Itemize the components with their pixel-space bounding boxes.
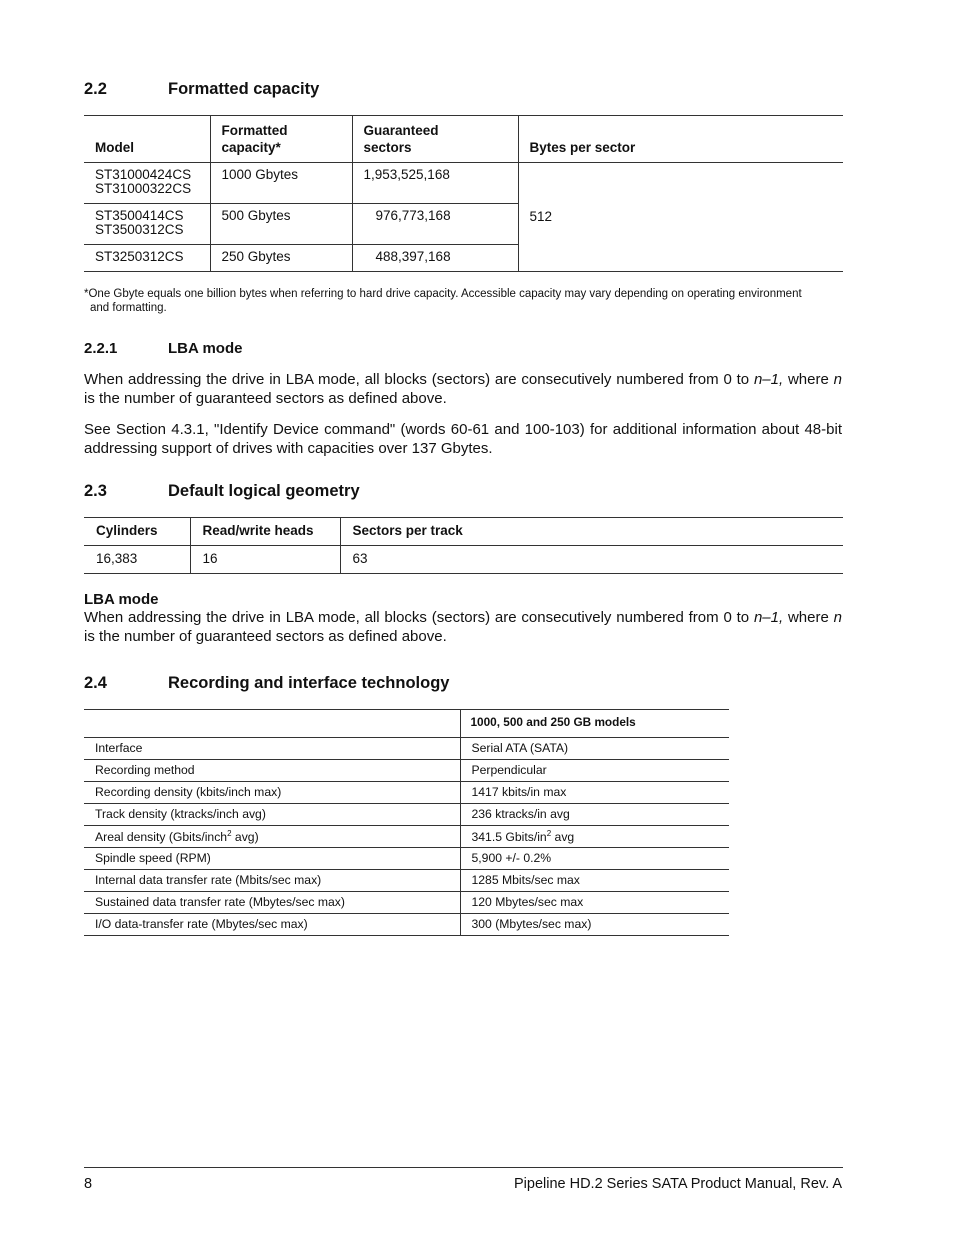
parameter-value: 236 ktracks/in avg: [460, 804, 729, 826]
table-row: [84, 804, 729, 826]
header-parameter: [84, 710, 460, 738]
parameter-value: Perpendicular: [460, 760, 729, 782]
section-number: 2.4: [84, 674, 107, 692]
header-guaranteed-sectors: Guaranteed sectors: [352, 116, 518, 163]
parameter-value: 120 Mbytes/sec max: [460, 892, 729, 914]
formatted-capacity-table: [84, 115, 843, 272]
table-row: [84, 782, 729, 804]
parameter-value: 341.5 Gbits/$in^2$ avg: [460, 826, 729, 848]
parameter-label: Internal data transfer rate (Mbits/sec max): [84, 870, 460, 892]
cylinders-cell: 16,383: [84, 546, 190, 574]
heads-cell: 16: [190, 546, 340, 574]
identify-device-paragraph: See Section 4.3.1, "Identify Device command" (words 60-61 and 100-103) for additional information about 48-bit addressing support of drives with capacities over 137 Gbytes.: [84, 421, 842, 457]
parameter-label: Spindle speed (RPM): [84, 848, 460, 870]
recording-technology-table: [84, 709, 729, 936]
parameter-value: 1285 Mbits/sec max: [460, 870, 729, 892]
footer-divider: [84, 1167, 843, 1168]
capacity-footnote: *One Gbyte equals one billion bytes when referring to hard drive capacity. Accessible capacity may vary depending on operating environment and formatting.: [84, 288, 802, 314]
header-bytes-per-sector: Bytes per sector: [518, 116, 843, 163]
table-row: [84, 760, 729, 782]
lba-paragraph: When addressing the drive in LBA mode, all blocks (sectors) are consecutively numbered from 0 to n–1, where n is the number of guaranteed sectors as defined above.: [84, 609, 842, 645]
section-number: 2.2: [84, 80, 107, 98]
table-row: [84, 163, 843, 204]
section-title: LBA mode: [168, 340, 243, 357]
table-row: [84, 546, 843, 574]
table-row: [84, 892, 729, 914]
parameter-label: Track density (ktracks/inch avg): [84, 804, 460, 826]
header-cylinders: Cylinders: [84, 518, 190, 546]
table-row: [84, 738, 729, 760]
parameter-label: Recording density (kbits/inch max): [84, 782, 460, 804]
section-title: Recording and interface technology: [168, 674, 450, 692]
parameter-value: 5,900 +/- 0.2%: [460, 848, 729, 870]
section-title: Formatted capacity: [168, 80, 320, 98]
table-row: [84, 914, 729, 936]
header-read-write-heads: Read/write heads: [190, 518, 340, 546]
sectors-cell: 1,953,525,168: [352, 163, 518, 204]
parameter-value: Serial ATA (SATA): [460, 738, 729, 760]
section-number: 2.2.1: [84, 340, 118, 357]
parameter-value: 300 (Mbytes/sec max): [460, 914, 729, 936]
parameter-label: Interface: [84, 738, 460, 760]
table-row: [84, 826, 729, 848]
lba-mode-subheading: LBA mode: [84, 591, 159, 608]
parameter-label: Sustained data transfer rate (Mbytes/sec max): [84, 892, 460, 914]
table-row: [84, 848, 729, 870]
header-formatted-capacity: Formatted capacity*: [210, 116, 352, 163]
logical-geometry-table: [84, 517, 843, 574]
sectors-cell: 488,397,168: [352, 245, 518, 272]
section-number: 2.3: [84, 482, 107, 500]
parameter-label: Areal density (Gbits/inch$^2$ avg): [84, 826, 460, 848]
header-models: 1000, 500 and 250 GB models: [460, 710, 729, 738]
model-cell: ST3500414CS ST3500312CS: [84, 204, 210, 245]
document-title: Pipeline HD.2 Series SATA Product Manual, Rev. A: [513, 1176, 842, 1192]
parameter-label: I/O data-transfer rate (Mbytes/sec max): [84, 914, 460, 936]
header-model: Model: [84, 116, 210, 163]
section-title: Default logical geometry: [168, 482, 360, 500]
parameter-value: 1417 kbits/in max: [460, 782, 729, 804]
sectors-per-track-cell: 63: [352, 551, 368, 566]
capacity-cell: 250 Gbytes: [210, 245, 352, 272]
parameter-label: Recording method: [84, 760, 460, 782]
sectors-cell: 976,773,168: [352, 204, 518, 245]
model-cell: ST3250312CS: [84, 245, 210, 272]
header-sectors-per-track: Sectors per track: [340, 518, 843, 546]
model-cell: ST31000424CS ST31000322CS: [84, 163, 210, 204]
page-number: 8: [84, 1176, 93, 1192]
table-row: [84, 870, 729, 892]
capacity-cell: 500 Gbytes: [210, 204, 352, 245]
bytes-per-sector-cell: 512: [518, 163, 843, 272]
capacity-cell: 1000 Gbytes: [210, 163, 352, 204]
lba-paragraph: When addressing the drive in LBA mode, all blocks (sectors) are consecutively numbered from 0 to n–1, where n is the number of guaranteed sectors as defined above.: [84, 371, 842, 407]
